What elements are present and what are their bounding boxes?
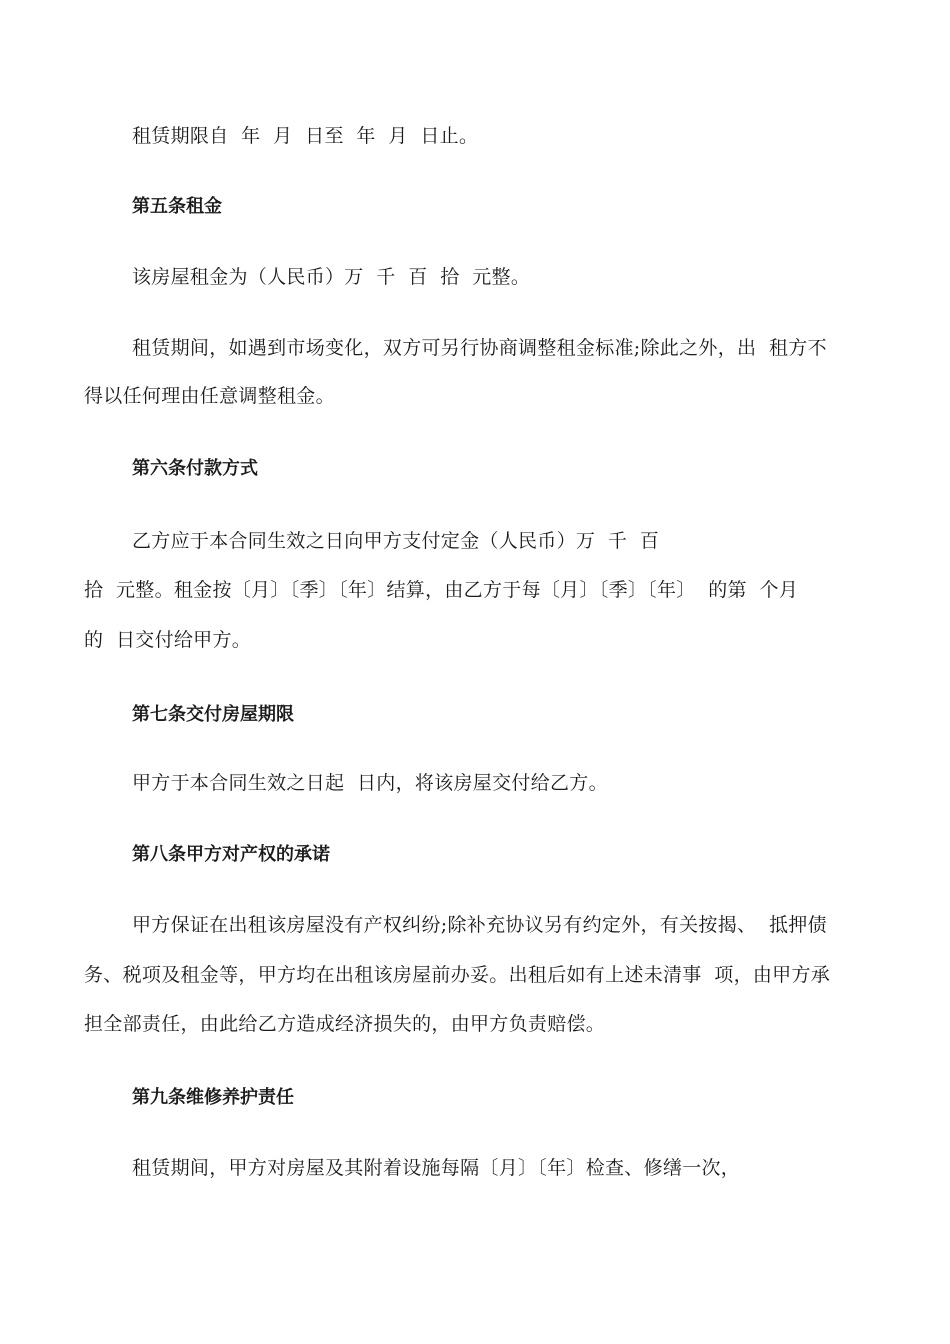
article-6-payment-line-2: 拾 元整。租金按〔月〕〔季〕〔年〕结算，由乙方于每〔月〕〔季〕〔年〕 的第 个月 xyxy=(84,579,799,601)
article-7-heading: 第七条交付房屋期限 xyxy=(132,704,294,725)
article-8-promise-line-1: 甲方保证在出租该房屋没有产权纠纷;除补充协议另有约定外，有关按揭、 抵押债 xyxy=(132,914,827,936)
article-8-promise-line-2: 务、税项及租金等，甲方均在出租该房屋前办妥。出租后如有上述未清事 项，由甲方承 xyxy=(84,964,831,986)
article-9-heading: 第九条维修养护责任 xyxy=(132,1087,294,1108)
article-5-heading: 第五条租金 xyxy=(132,196,222,217)
article-8-promise-line-3: 担全部责任，由此给乙方造成经济损失的，由甲方负责赔偿。 xyxy=(84,1013,606,1035)
article-5-rent-adjust-line-1: 租赁期间，如遇到市场变化，双方可另行协商调整租金标准;除此之外，出 租方不 xyxy=(132,337,827,359)
article-6-payment-line-1: 乙方应于本合同生效之日向甲方支付定金（人民币）万 千 百 xyxy=(132,530,660,552)
article-9-maintenance-line-1: 租赁期间，甲方对房屋及其附着设施每隔〔月〕〔年〕检查、修缮一次， xyxy=(132,1157,741,1179)
article-6-payment-line-3: 的 日交付给甲方。 xyxy=(84,629,252,651)
article-5-rent-adjust-line-2: 得以任何理由任意调整租金。 xyxy=(84,385,335,407)
article-5-rent-amount: 该房屋租金为（人民币）万 千 百 拾 元整。 xyxy=(132,266,531,288)
article-7-delivery: 甲方于本合同生效之日起 日内，将该房屋交付给乙方。 xyxy=(132,772,608,794)
article-6-heading: 第六条付款方式 xyxy=(132,458,258,479)
lease-term-paragraph: 租赁期限自 年 月 日至 年 月 日止。 xyxy=(132,125,479,147)
article-8-heading: 第八条甲方对产权的承诺 xyxy=(132,844,330,865)
